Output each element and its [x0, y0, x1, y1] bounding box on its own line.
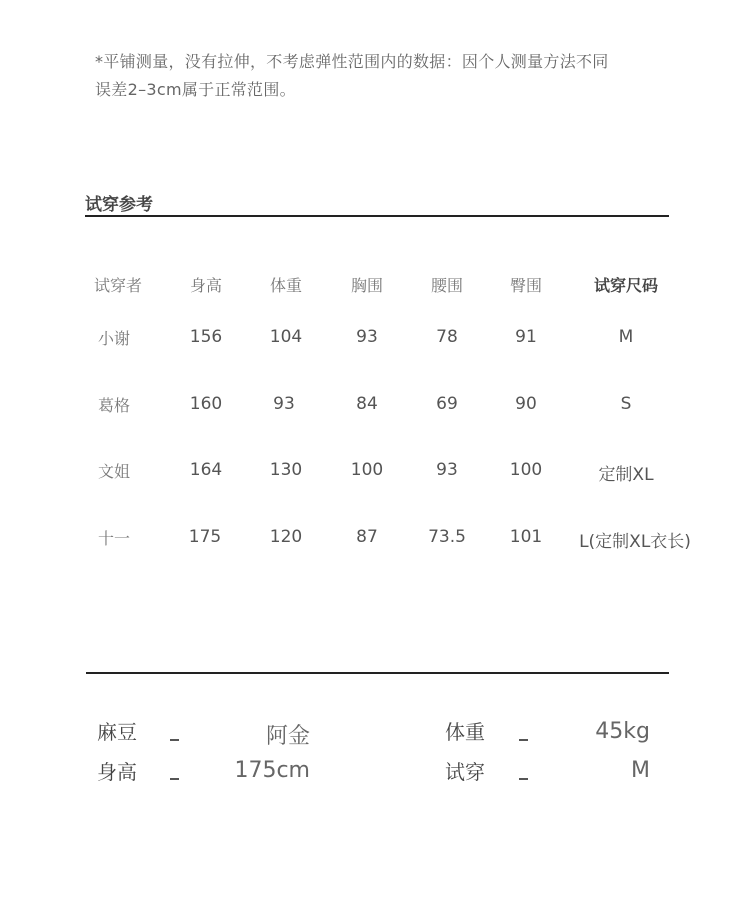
- table-cell-waist: 73.5: [428, 527, 466, 547]
- table-cell-weight: 120: [269, 527, 303, 547]
- table-cell-tester: 小谢: [97, 329, 131, 348]
- table-cell-hip: 100: [509, 460, 543, 480]
- note-line-1: *平铺测量，没有拉伸，不考虑弹性范围内的数据：因个人测量方法不同: [95, 52, 609, 71]
- table-cell-weight: 93: [273, 394, 295, 414]
- model-name-value: 阿金: [265, 724, 310, 749]
- table-cell-bust: 93: [356, 327, 378, 347]
- model-height-value: 175cm: [234, 758, 310, 783]
- header-weight: 体重: [269, 276, 303, 295]
- table-cell-height: 156: [189, 327, 223, 347]
- table-cell-waist: 93: [436, 460, 458, 480]
- title-underline: [85, 215, 669, 217]
- table-cell-height: 175: [188, 527, 222, 547]
- table-cell-height: 160: [189, 394, 223, 414]
- header-waist: 腰围: [430, 276, 464, 295]
- model-divider: [86, 672, 669, 674]
- model-weight-label: 体重: [445, 720, 485, 744]
- table-cell-waist: 69: [436, 394, 458, 414]
- table-cell-hip: 90: [515, 394, 537, 414]
- section-title: 试穿参考: [85, 195, 153, 215]
- dash-separator: [170, 778, 179, 780]
- dash-separator: [170, 739, 179, 741]
- model-size-label: 试穿: [445, 760, 485, 784]
- dash-separator: [519, 778, 528, 780]
- measurement-note: [95, 48, 675, 104]
- model-height-label: 身高: [97, 760, 137, 784]
- model-weight-value: 45kg: [595, 719, 650, 744]
- table-cell-bust: 84: [356, 394, 378, 414]
- table-cell-size: 定制XL: [598, 465, 654, 485]
- table-cell-waist: 78: [436, 327, 458, 347]
- table-cell-tester: 文姐: [97, 462, 131, 481]
- table-cell-size: S: [620, 394, 632, 414]
- table-cell-weight: 104: [269, 327, 303, 347]
- table-cell-hip: 91: [515, 327, 537, 347]
- dash-separator: [519, 739, 528, 741]
- header-hip: 臀围: [509, 276, 543, 295]
- model-name-label: 麻豆: [97, 720, 137, 744]
- note-line-2: 误差2–3cm属于正常范围。: [95, 80, 296, 99]
- header-size: 试穿尺码: [593, 276, 659, 295]
- table-cell-hip: 101: [509, 527, 543, 547]
- header-height: 身高: [189, 276, 223, 295]
- header-tester: 试穿者: [93, 276, 143, 295]
- table-cell-size: L(定制XL衣长): [579, 532, 691, 552]
- model-size-value: M: [631, 758, 650, 783]
- table-cell-tester: 葛格: [97, 396, 131, 415]
- table-cell-height: 164: [189, 460, 223, 480]
- table-cell-bust: 100: [350, 460, 384, 480]
- table-cell-tester: 十一: [97, 529, 131, 548]
- header-bust: 胸围: [350, 276, 384, 295]
- table-cell-size: M: [618, 327, 634, 347]
- table-cell-bust: 87: [356, 527, 378, 547]
- table-cell-weight: 130: [269, 460, 303, 480]
